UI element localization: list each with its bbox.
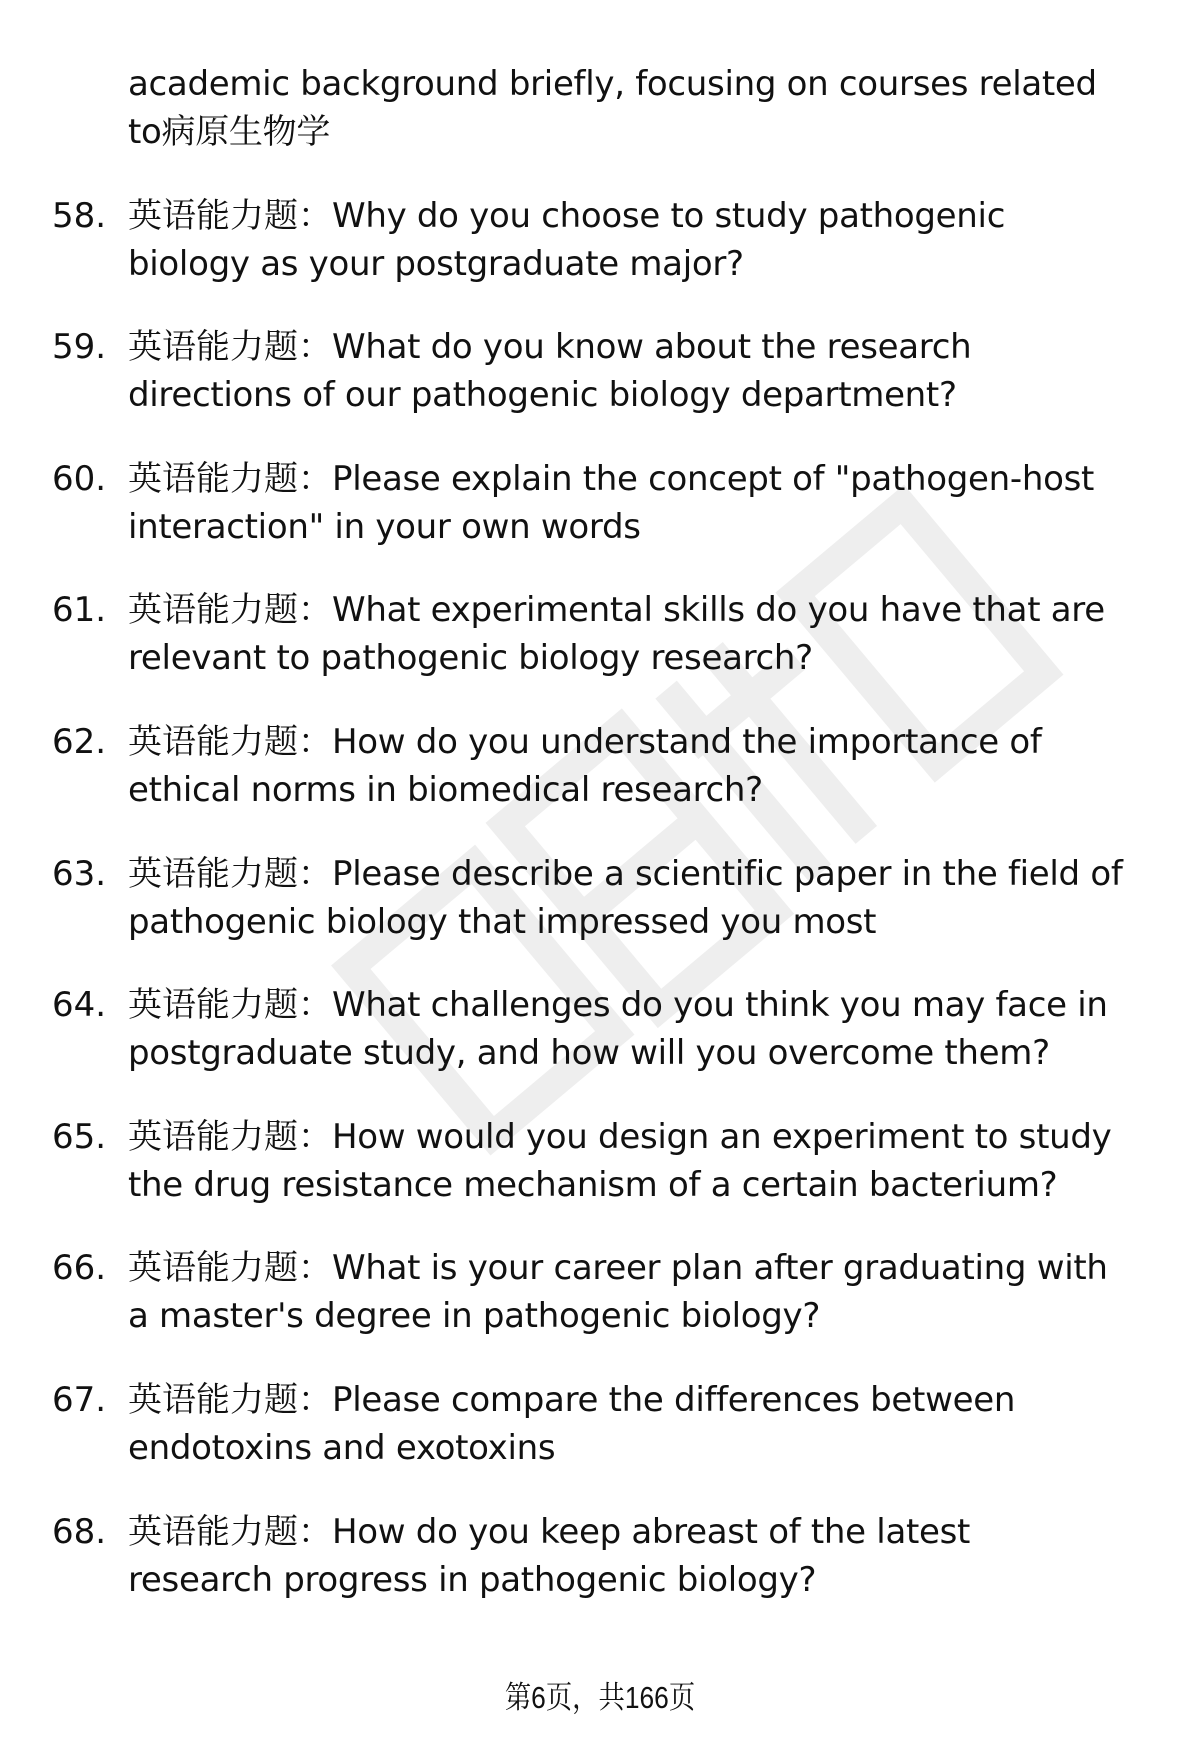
question-item (0, 981, 1200, 1077)
question-line: to病原生物学 (128, 112, 331, 152)
question-line: directions of our pathogenic biology department? (128, 375, 957, 416)
question-line: research progress in pathogenic biology? (128, 1559, 817, 1600)
question-line (128, 1376, 1015, 1424)
question-line: a master's degree in pathogenic biology? (128, 1296, 821, 1337)
question-category: 英语能力题： (128, 195, 332, 236)
question-category: 英语能力题： (128, 1379, 332, 1420)
question-line: interaction" in your own words (128, 506, 641, 547)
question-line (128, 323, 971, 371)
question-category: 英语能力题： (128, 1248, 332, 1289)
question-line: the drug resistance mechanism of a certain bacterium? (128, 1164, 1058, 1205)
question-text: What challenges do you think you may face in (332, 985, 1108, 1026)
question-number: 67. (52, 1379, 107, 1420)
question-line: postgraduate study, and how will you overcome them? (128, 1033, 1050, 1074)
question-line (128, 1508, 970, 1556)
question-text: How do you understand the importance of (332, 721, 1042, 762)
continued-question (0, 60, 1200, 156)
question-line: endotoxins and exotoxins (128, 1427, 556, 1468)
question-number: 62. (52, 721, 107, 762)
question-category: 英语能力题： (128, 853, 332, 894)
question-line (128, 981, 1108, 1029)
question-line: pathogenic biology that impressed you most (128, 901, 877, 942)
question-category: 英语能力题： (128, 1116, 332, 1157)
question-text: What experimental skills do you have that are (332, 590, 1105, 631)
page-number: 第6页，共166页 (504, 1680, 696, 1715)
question-line: academic background briefly, focusing on courses related (128, 64, 1097, 104)
question-item (0, 586, 1200, 682)
question-item (0, 850, 1200, 946)
question-line (128, 1244, 1108, 1292)
question-line (128, 850, 1123, 898)
question-line: relevant to pathogenic biology research? (128, 638, 813, 679)
question-category: 英语能力题： (128, 590, 332, 631)
question-item (0, 1244, 1200, 1340)
question-text: Please explain the concept of "pathogen-host (332, 458, 1095, 499)
question-line (128, 718, 1042, 766)
question-list (0, 60, 1200, 1639)
question-number: 59. (52, 327, 107, 368)
question-category: 英语能力题： (128, 327, 332, 368)
question-text: Why do you choose to study pathogenic (332, 195, 1006, 236)
question-item (0, 1376, 1200, 1472)
question-item (0, 455, 1200, 551)
question-line: biology as your postgraduate major? (128, 243, 744, 284)
question-line: ethical norms in biomedical research? (128, 769, 763, 810)
question-text: What do you know about the research (332, 327, 972, 368)
question-category: 英语能力题： (128, 1511, 332, 1552)
question-category: 英语能力题： (128, 985, 332, 1026)
question-text: How do you keep abreast of the latest (332, 1511, 971, 1552)
question-item (0, 192, 1200, 288)
question-number: 60. (52, 458, 107, 499)
question-category: 英语能力题： (128, 458, 332, 499)
question-text: Please compare the differences between (332, 1379, 1016, 1420)
question-item (0, 718, 1200, 814)
question-number: 65. (52, 1116, 107, 1157)
question-text: How would you design an experiment to study (332, 1116, 1112, 1157)
question-category: 英语能力题： (128, 721, 332, 762)
question-number: 68. (52, 1511, 107, 1552)
question-number: 58. (52, 195, 107, 236)
question-line (128, 1113, 1111, 1161)
question-line (128, 192, 1005, 240)
question-item (0, 1113, 1200, 1209)
question-number: 66. (52, 1248, 107, 1289)
question-number: 63. (52, 853, 107, 894)
question-item (0, 1508, 1200, 1604)
question-line (128, 455, 1094, 503)
question-line (128, 586, 1105, 634)
question-item (0, 323, 1200, 419)
question-number: 64. (52, 985, 107, 1026)
question-text: Please describe a scientific paper in the field of (332, 853, 1123, 894)
question-number: 61. (52, 590, 107, 631)
question-text: What is your career plan after graduating with (332, 1248, 1108, 1289)
